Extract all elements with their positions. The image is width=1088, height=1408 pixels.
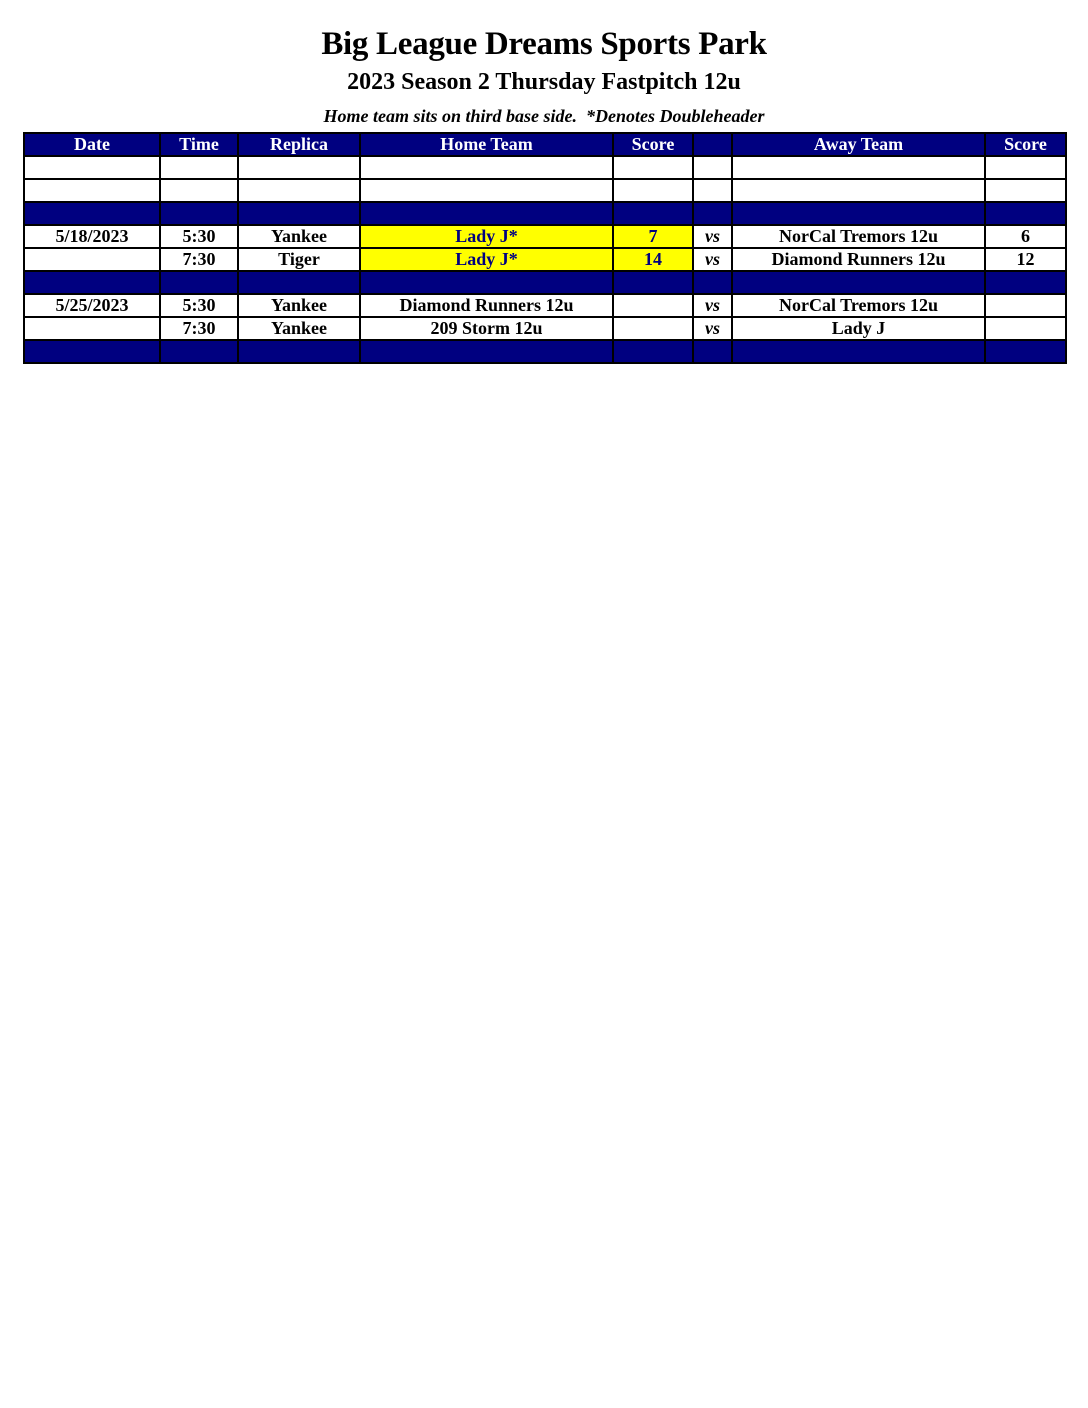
header-row bbox=[24, 133, 1066, 156]
game-replica: Yankee bbox=[238, 317, 360, 340]
col-header-date: Date bbox=[24, 133, 160, 156]
home-team: Lady J* bbox=[360, 225, 613, 248]
page-title: Big League Dreams Sports Park bbox=[321, 26, 767, 62]
away-score bbox=[985, 317, 1066, 340]
vs-label: vs bbox=[693, 294, 732, 317]
page-subtitle: 2023 Season 2 Thursday Fastpitch 12u bbox=[347, 69, 741, 95]
empty-row bbox=[24, 179, 1066, 202]
vs-label: vs bbox=[693, 248, 732, 271]
col-header-away-score: Score bbox=[985, 133, 1066, 156]
game-row bbox=[24, 317, 1066, 340]
home-score bbox=[613, 294, 693, 317]
game-time: 5:30 bbox=[160, 225, 238, 248]
game-date: 5/25/2023 bbox=[24, 294, 160, 317]
col-header-replica: Replica bbox=[238, 133, 360, 156]
col-header-home-team: Home Team bbox=[360, 133, 613, 156]
game-time: 7:30 bbox=[160, 317, 238, 340]
game-replica: Yankee bbox=[238, 225, 360, 248]
away-team: Lady J bbox=[732, 317, 985, 340]
col-header-vs bbox=[693, 133, 732, 156]
home-team: 209 Storm 12u bbox=[360, 317, 613, 340]
away-score: 12 bbox=[985, 248, 1066, 271]
away-team: Diamond Runners 12u bbox=[732, 248, 985, 271]
col-header-time: Time bbox=[160, 133, 238, 156]
game-date bbox=[24, 248, 160, 271]
away-team: NorCal Tremors 12u bbox=[732, 225, 985, 248]
game-time: 7:30 bbox=[160, 248, 238, 271]
game-row bbox=[24, 248, 1066, 271]
separator-row bbox=[24, 271, 1066, 294]
home-score bbox=[613, 317, 693, 340]
schedule-table bbox=[23, 132, 1067, 364]
separator-row bbox=[24, 202, 1066, 225]
col-header-away-team: Away Team bbox=[732, 133, 985, 156]
empty-row bbox=[24, 156, 1066, 179]
game-time: 5:30 bbox=[160, 294, 238, 317]
game-replica: Tiger bbox=[238, 248, 360, 271]
away-score: 6 bbox=[985, 225, 1066, 248]
separator-row bbox=[24, 340, 1066, 363]
doubleheader-note: Home team sits on third base side. *Denotes Doubleheader bbox=[323, 106, 765, 126]
game-date bbox=[24, 317, 160, 340]
vs-label: vs bbox=[693, 317, 732, 340]
away-team: NorCal Tremors 12u bbox=[732, 294, 985, 317]
home-team: Diamond Runners 12u bbox=[360, 294, 613, 317]
col-header-home-score: Score bbox=[613, 133, 693, 156]
vs-label: vs bbox=[693, 225, 732, 248]
game-date: 5/18/2023 bbox=[24, 225, 160, 248]
game-row bbox=[24, 294, 1066, 317]
game-row bbox=[24, 225, 1066, 248]
home-team: Lady J* bbox=[360, 248, 613, 271]
home-score: 14 bbox=[613, 248, 693, 271]
home-score: 7 bbox=[613, 225, 693, 248]
away-score bbox=[985, 294, 1066, 317]
game-replica: Yankee bbox=[238, 294, 360, 317]
